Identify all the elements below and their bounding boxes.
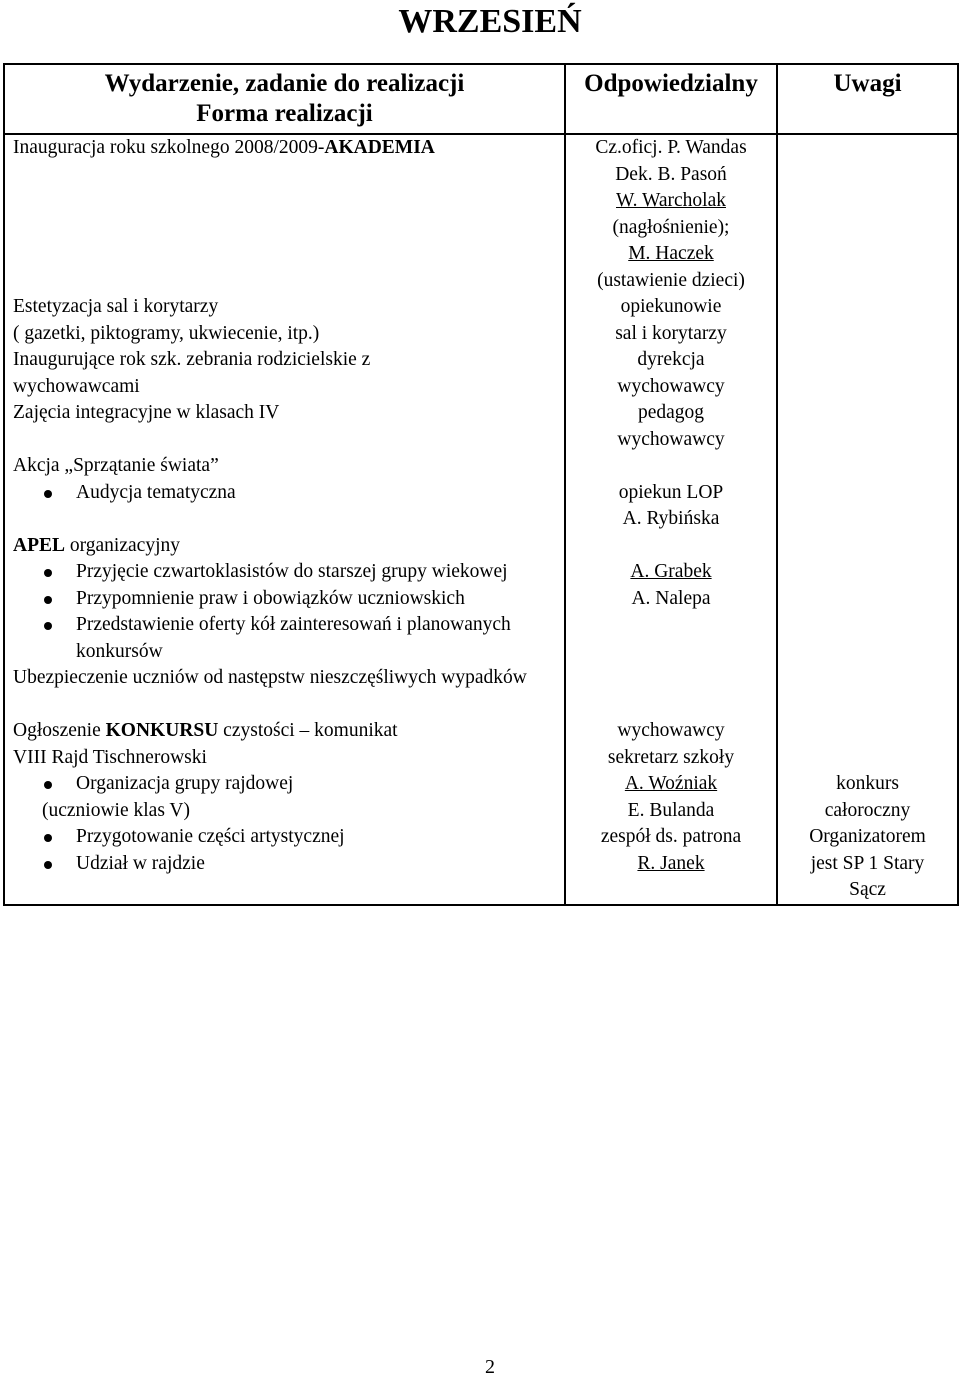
responsible-line: R. Janek	[637, 852, 705, 874]
page-title: WRZESIEŃ	[398, 3, 582, 40]
responsible-line: (ustawienie dzieci)	[597, 269, 745, 291]
list-item: Organizacja grupy rajdowej	[13, 771, 556, 798]
responsible-line: pedagog	[637, 402, 705, 423]
event-cleanup: Akcja „Sprzątanie świata”	[13, 455, 219, 476]
responsible-line: wychowawcy	[617, 720, 725, 741]
rally-item-note: (uczniowie klas V)	[42, 799, 191, 821]
responsible-line: M. Haczek	[628, 243, 714, 264]
event-apel	[13, 533, 556, 560]
event-aesthetics: Estetyzacja sal i korytarzy	[13, 296, 219, 317]
event-inauguration-bold: AKADEMIA	[324, 137, 435, 158]
table-row	[4, 134, 958, 905]
notes-line: konkurs	[836, 773, 899, 794]
responsible-line: A. Nalepa	[631, 587, 711, 609]
event-inauguration-text: Inauguracja roku szkolnego 2008/2009-	[13, 137, 325, 158]
event-contest-bold: KONKURSU	[105, 720, 219, 741]
event-contest	[13, 718, 556, 745]
responsible-line: (nagłośnienie);	[612, 216, 730, 238]
list-item: Przygotowanie części artystycznej	[13, 824, 556, 851]
cleanup-list	[13, 480, 556, 507]
list-item: Udział w rajdzie	[13, 851, 556, 878]
event-meetings-cont: wychowawcami	[13, 375, 140, 397]
rally-list-cont	[13, 824, 556, 877]
responsible-line: opiekun LOP	[618, 481, 724, 503]
header-event-line2: Forma realizacji	[196, 100, 373, 127]
header-notes	[777, 64, 958, 134]
event-inauguration	[13, 135, 556, 162]
event-contest-suffix: czystości – komunikat	[218, 720, 398, 741]
responsible-line: wychowawcy	[617, 375, 725, 397]
responsible-line: sal i korytarzy	[615, 322, 727, 344]
event-insurance: Ubezpieczenie uczniów od następstw nieszczęśliwych wypadków	[13, 667, 527, 688]
notes-cell	[777, 134, 958, 905]
event-apel-text: organizacyjny	[65, 534, 180, 556]
rally-list	[13, 771, 556, 798]
responsible-line: sekretarz szkoły	[607, 746, 735, 768]
events-cell	[4, 134, 565, 905]
event-meetings: Inaugurujące rok szk. zebrania rodzicielskie z	[13, 349, 371, 370]
responsible-line: A. Grabek	[630, 561, 712, 582]
notes-line: Organizatorem	[809, 826, 926, 847]
responsible-line: A. Rybińska	[622, 508, 720, 529]
header-event-line1: Wydarzenie, zadanie do realizacji	[104, 70, 465, 97]
responsible-line: A. Woźniak	[624, 773, 718, 794]
header-responsible	[565, 64, 777, 134]
notes-line: jest SP 1 Stary	[810, 852, 925, 874]
responsible-line: dyrekcja	[637, 349, 705, 370]
notes-line: całoroczny	[824, 799, 911, 821]
responsible-line: E. Bulanda	[627, 799, 715, 821]
responsible-line: opiekunowie	[620, 296, 722, 317]
list-item: Przyjęcie czwartoklasistów do starszej grupy wiekowej	[13, 559, 556, 586]
event-integration: Zajęcia integracyjne w klasach IV	[13, 402, 280, 423]
responsible-line: wychowawcy	[617, 428, 725, 450]
responsible-line: Dek. B. Pasoń	[615, 163, 727, 185]
responsible-line: Cz.oficj. P. Wandas	[595, 137, 747, 158]
event-aesthetics-detail: ( gazetki, piktogramy, ukwiecenie, itp.)	[13, 322, 320, 344]
event-rally: VIII Rajd Tischnerowski	[13, 746, 207, 768]
schedule-table	[3, 63, 959, 906]
list-item: Przypomnienie praw i obowiązków uczniowskich	[13, 586, 556, 613]
event-contest-prefix: Ogłoszenie	[13, 720, 106, 741]
responsible-cell	[565, 134, 777, 905]
table-header-row	[4, 64, 958, 134]
responsible-line: zespół ds. patrona	[600, 826, 742, 847]
header-responsible-label: Odpowiedzialny	[584, 70, 758, 97]
responsible-line: W. Warcholak	[616, 190, 726, 211]
header-event	[4, 64, 565, 134]
event-apel-bold: APEL	[13, 534, 66, 556]
header-notes-label: Uwagi	[833, 70, 902, 97]
notes-line: Sącz	[849, 879, 886, 900]
list-item: Przedstawienie oferty kół zainteresowań i planowanych konkursów	[13, 612, 556, 665]
apel-list	[13, 559, 556, 665]
page-number: 2	[485, 1356, 495, 1378]
list-item: Audycja tematyczna	[13, 480, 556, 507]
